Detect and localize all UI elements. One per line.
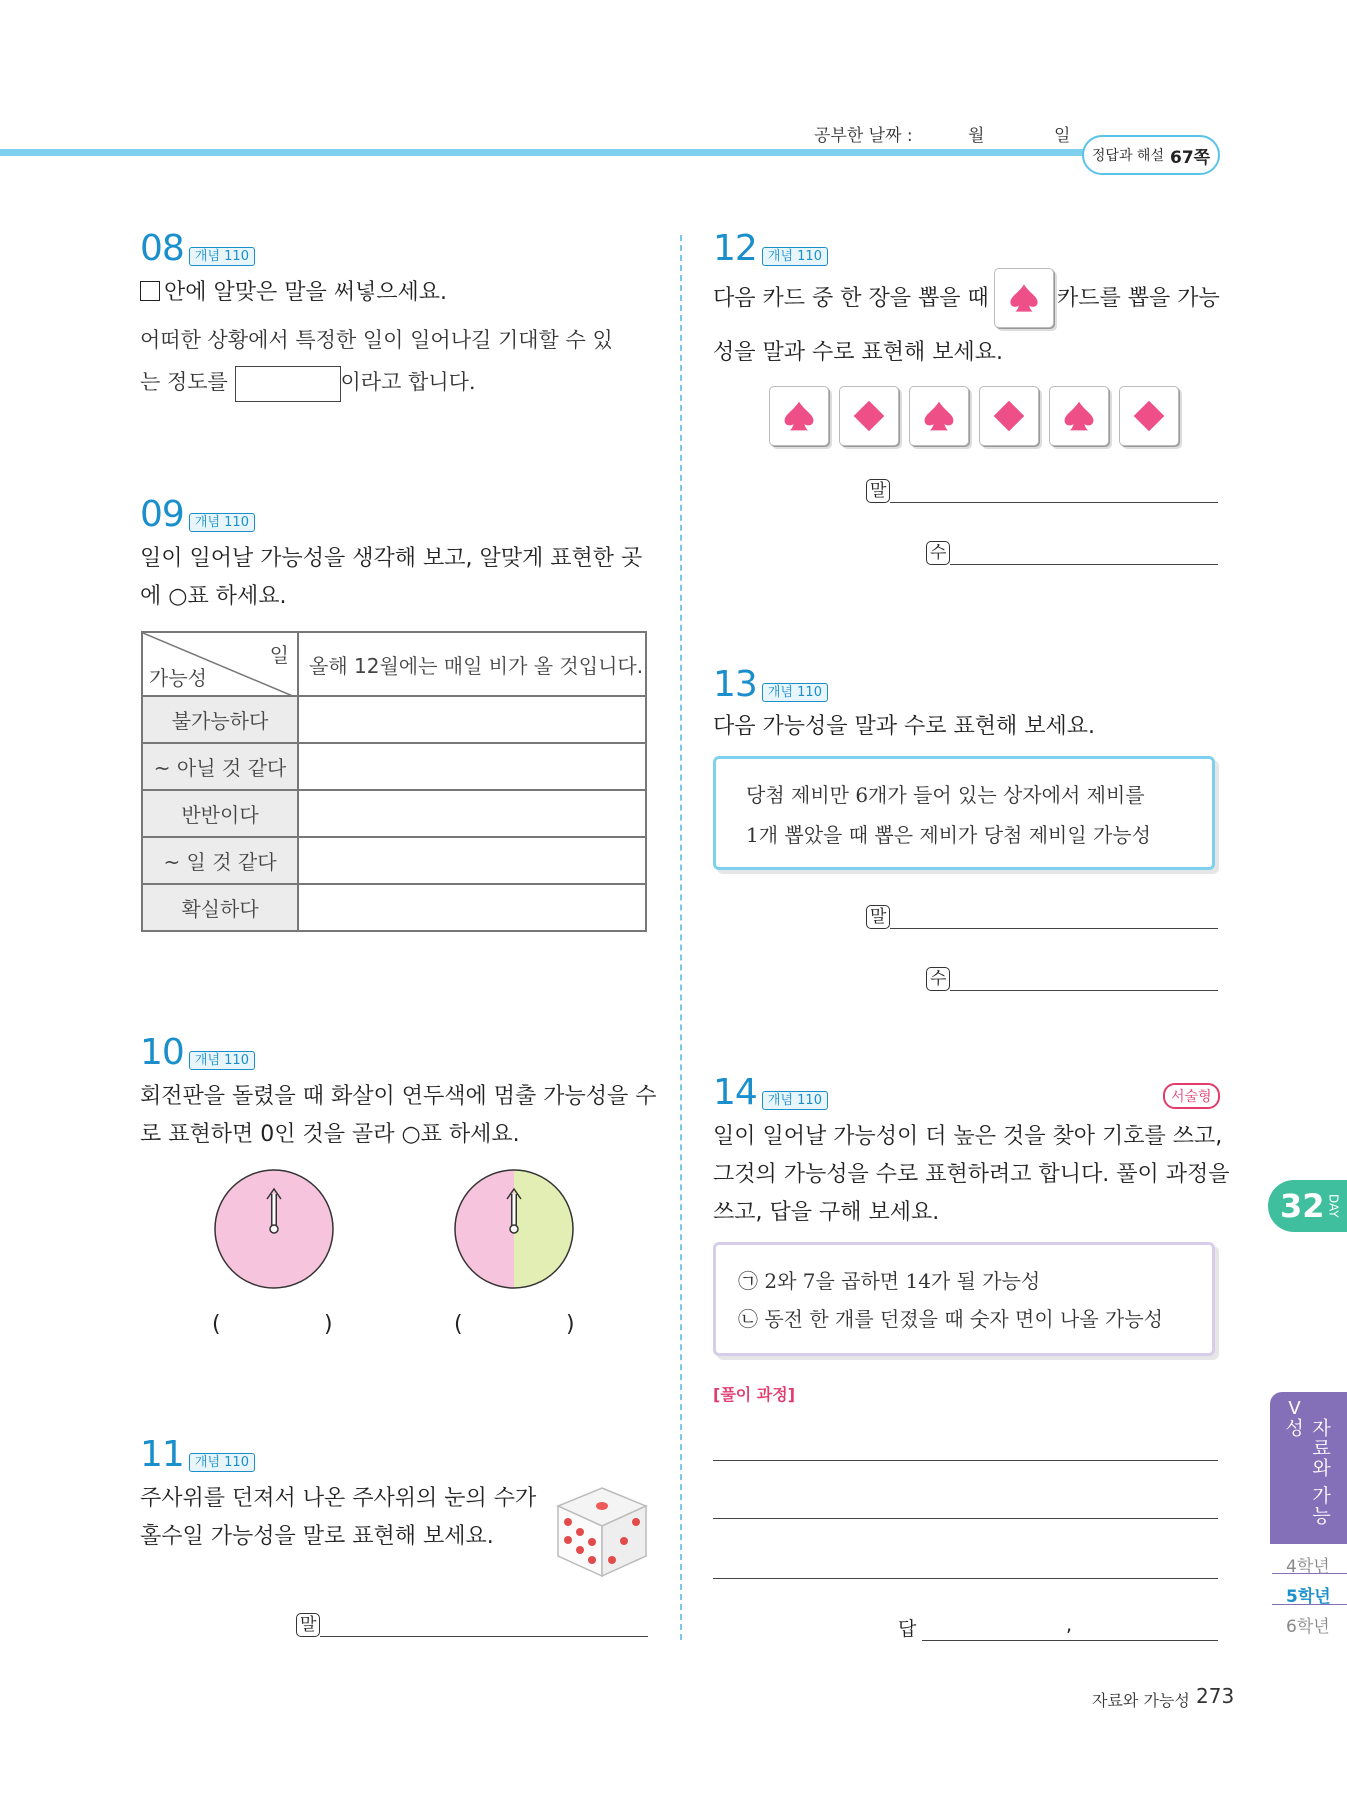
- footer-section: 자료와 가능성: [1092, 1691, 1190, 1710]
- paren-open-1: (: [212, 1312, 221, 1337]
- answer-reference: [1082, 135, 1220, 175]
- q14-option-2: ㉡ 동전 한 개를 던졌을 때 숫자 면이 나올 가능성: [738, 1307, 1163, 1331]
- diamond-icon: [851, 398, 887, 434]
- row-label: ~ 일 것 같다: [142, 837, 298, 884]
- answer-line[interactable]: [320, 1612, 648, 1637]
- q08-prompt: [140, 274, 447, 312]
- concept-tag: 개념 110: [762, 247, 828, 266]
- q13-prompt: 다음 가능성을 말과 수로 표현해 보세요.: [713, 714, 1095, 739]
- question-number: 09: [140, 494, 184, 535]
- q08-line2-b: 이라고 합니다.: [340, 370, 476, 394]
- answer-paren-2[interactable]: [462, 1300, 562, 1340]
- row-label: 반반이다: [142, 790, 298, 837]
- question-number: 10: [140, 1032, 184, 1073]
- unit-title: 자료와 가능성: [1282, 1418, 1331, 1526]
- answer-cell[interactable]: [298, 790, 646, 837]
- dice-icon: [554, 1484, 650, 1580]
- month-label: 월: [968, 126, 985, 146]
- solution-line-3[interactable]: [713, 1578, 1218, 1579]
- concept-tag: 개념 110: [189, 1453, 255, 1472]
- number-label-badge: 수: [926, 967, 950, 991]
- concept-tag: 개념 110: [189, 247, 255, 266]
- q13-box-line2: 1개 뽑았을 때 뽑은 제비가 당첨 제비일 가능성: [746, 823, 1151, 847]
- spade-icon: [1007, 281, 1041, 315]
- q14-prompt-line1: 일이 일어날 가능성이 더 높은 것을 찾아 기호를 쓰고,: [713, 1124, 1223, 1149]
- q11-heading: [140, 1434, 255, 1475]
- grade-divider: [1272, 1573, 1347, 1574]
- word-label-badge: 말: [296, 1613, 320, 1637]
- grade-6[interactable]: 6학년: [1286, 1617, 1330, 1637]
- q12-prompt-a: 다음 카드 중 한 장을 뽑을 때: [713, 286, 989, 311]
- diamond-icon: [991, 398, 1027, 434]
- q12-number-answer: [926, 540, 1218, 565]
- day-number: 32: [1280, 1187, 1325, 1225]
- diamond-card[interactable]: [979, 386, 1039, 446]
- q10-heading: [140, 1032, 255, 1073]
- blank-square-icon: [140, 281, 160, 301]
- q13-word-answer: [866, 904, 1218, 929]
- q14-prompt-line3: 쓰고, 답을 구해 보세요.: [713, 1200, 940, 1225]
- question-number: 11: [140, 1434, 184, 1475]
- answer-cell[interactable]: [298, 837, 646, 884]
- header-rule: [0, 149, 1090, 156]
- concept-tag: 개념 110: [762, 1091, 828, 1110]
- card-row: [769, 386, 1179, 446]
- day-label: 일: [1054, 126, 1071, 146]
- unit-roman: V: [1288, 1398, 1301, 1419]
- footer-page-number: 273: [1196, 1684, 1235, 1708]
- table-corner-cell: [142, 632, 298, 696]
- answer-cell[interactable]: [298, 743, 646, 790]
- spinner-all-pink[interactable]: [210, 1168, 340, 1298]
- diamond-icon: [1131, 398, 1167, 434]
- paren-close-1: ): [324, 1312, 333, 1337]
- q14-option-1: ㉠ 2와 7을 곱하면 14가 될 가능성: [738, 1269, 1041, 1293]
- spade-icon: [921, 398, 957, 434]
- q08-line1: 어떠한 상황에서 특정한 일이 일어나길 기대할 수 있: [140, 328, 613, 352]
- answer-line[interactable]: [950, 966, 1218, 991]
- q08-heading: [140, 228, 255, 269]
- spinner-half-lime[interactable]: [450, 1168, 580, 1298]
- solution-line-2[interactable]: [713, 1518, 1218, 1519]
- spade-card-inline: [994, 268, 1054, 328]
- q14-prompt-line2: 그것의 가능성을 수로 표현하려고 합니다. 풀이 과정을: [713, 1162, 1230, 1187]
- answer-line[interactable]: [890, 478, 1218, 503]
- word-label-badge: 말: [866, 479, 890, 503]
- question-number: 14: [713, 1072, 757, 1113]
- q11-prompt-line2: 홀수일 가능성을 말로 표현해 보세요.: [140, 1524, 494, 1549]
- diamond-card[interactable]: [839, 386, 899, 446]
- paren-open-2: (: [454, 1312, 463, 1337]
- answer-ref-page: 67쪽: [1169, 147, 1211, 168]
- grade-divider: [1272, 1604, 1347, 1605]
- diamond-card[interactable]: [1119, 386, 1179, 446]
- question-number: 12: [713, 228, 757, 269]
- q12-heading: [713, 228, 828, 269]
- spade-card[interactable]: [769, 386, 829, 446]
- question-number: 08: [140, 228, 184, 269]
- q13-number-answer: [926, 966, 1218, 991]
- paren-close-2: ): [566, 1312, 575, 1337]
- q13-heading: [713, 664, 828, 705]
- row-label: 확실하다: [142, 884, 298, 931]
- q10-prompt-line1: 회전판을 돌렸을 때 화살이 연두색에 멈출 가능성을 수: [140, 1084, 657, 1109]
- answer-line[interactable]: [950, 540, 1218, 565]
- answer-paren-1[interactable]: [220, 1300, 320, 1340]
- solution-process-label: [풀이 과정]: [713, 1385, 796, 1404]
- answer-cell[interactable]: [298, 696, 646, 743]
- q08-prompt-text: 안에 알맞은 말을 써넣으세요.: [164, 280, 447, 305]
- spade-icon: [781, 398, 817, 434]
- column-divider: [680, 235, 682, 1640]
- q09-prompt-line2: 에 ○표 하세요.: [140, 584, 287, 609]
- q12-prompt-line2: 성을 말과 수로 표현해 보세요.: [713, 340, 1003, 365]
- number-label-badge: 수: [926, 541, 950, 565]
- q11-prompt-line1: 주사위를 던져서 나온 주사위의 눈의 수가: [140, 1486, 537, 1511]
- corner-top-label: 일: [269, 643, 289, 667]
- study-date-label: 공부한 날짜 :: [814, 126, 913, 146]
- spade-card[interactable]: [909, 386, 969, 446]
- answer-blank-box[interactable]: [235, 366, 341, 402]
- q10-prompt-line2: 로 표현하면 0인 것을 골라 ○표 하세요.: [140, 1122, 520, 1147]
- q09-prompt-line1: 일이 일어날 가능성을 생각해 보고, 알맞게 표현한 곳: [140, 546, 643, 571]
- row-label: 불가능하다: [142, 696, 298, 743]
- q13-condition-box: [713, 756, 1215, 870]
- answer-label: 답: [898, 1618, 917, 1640]
- q14-options-box: [713, 1242, 1215, 1356]
- q09-heading: [140, 494, 255, 535]
- answer-ref-label: 정답과 해설: [1091, 148, 1164, 164]
- corner-bottom-label: 가능성: [149, 666, 207, 690]
- concept-tag: 개념 110: [189, 1051, 255, 1070]
- word-label-badge: 말: [866, 905, 890, 929]
- concept-tag: 개념 110: [189, 513, 255, 532]
- answer-comma: ,: [1066, 1614, 1073, 1636]
- grade-5-active[interactable]: 5학년: [1286, 1587, 1331, 1607]
- concept-tag: 개념 110: [762, 683, 828, 702]
- grade-4[interactable]: 4학년: [1286, 1557, 1330, 1577]
- day-word: DAY: [1326, 1194, 1341, 1218]
- row-label: ~ 아닐 것 같다: [142, 743, 298, 790]
- answer-cell[interactable]: [298, 884, 646, 931]
- question-number: 13: [713, 664, 757, 705]
- answer-line[interactable]: [890, 904, 1218, 929]
- q11-word-answer: [296, 1612, 648, 1637]
- spade-card[interactable]: [1049, 386, 1109, 446]
- solution-line-1[interactable]: [713, 1460, 1218, 1461]
- q08-line2-a: 는 정도를: [140, 370, 228, 394]
- q12-prompt-b: 카드를 뽑을 가능: [1057, 286, 1220, 311]
- likelihood-table: [141, 631, 647, 932]
- day-tab: [1268, 1180, 1347, 1232]
- essay-type-badge: 서술형: [1163, 1083, 1220, 1109]
- spade-icon: [1061, 398, 1097, 434]
- q12-word-answer: [866, 478, 1218, 503]
- unit-tab: [1270, 1392, 1347, 1544]
- q14-heading: [713, 1072, 828, 1113]
- event-cell: 올해 12월에는 매일 비가 올 것입니다.: [298, 632, 646, 696]
- q08-line2: [140, 360, 476, 404]
- q13-box-line1: 당첨 제비만 6개가 들어 있는 상자에서 제비를: [746, 783, 1145, 807]
